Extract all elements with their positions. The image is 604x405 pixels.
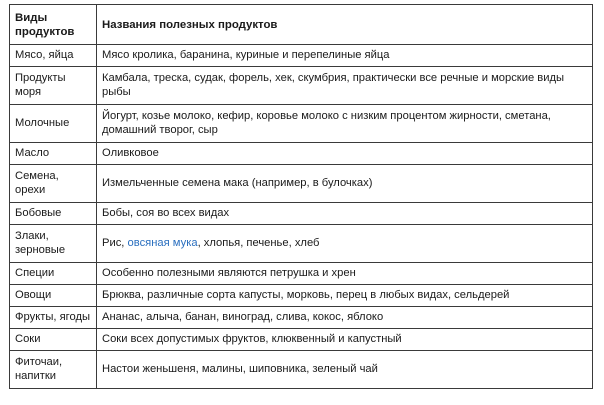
category-cell: Соки bbox=[10, 329, 97, 351]
products-text-before: Рис, bbox=[102, 236, 128, 249]
table-row bbox=[10, 225, 593, 263]
category-cell: Фрукты, ягоды bbox=[10, 307, 97, 329]
table-header-row bbox=[10, 5, 593, 45]
table-row bbox=[10, 285, 593, 307]
table-row bbox=[10, 329, 593, 351]
products-cell: Настои женьшеня, малины, шиповника, зеленый чай bbox=[97, 351, 593, 389]
healthy-foods-table bbox=[9, 4, 593, 389]
oat-flour-link[interactable]: овсяная мука bbox=[127, 236, 198, 249]
header-product-names: Названия полезных продуктов bbox=[97, 5, 593, 45]
table-row bbox=[10, 45, 593, 67]
table-row bbox=[10, 143, 593, 165]
products-cell: Брюква, различные сорта капусты, морковь, перец в любых видах, сельдерей bbox=[97, 285, 593, 307]
products-cell: Мясо кролика, баранина, куриные и перепелиные яйца bbox=[97, 45, 593, 67]
category-cell: Продукты моря bbox=[10, 67, 97, 105]
products-cell: Особенно полезными являются петрушка и хрен bbox=[97, 263, 593, 285]
products-cell bbox=[97, 225, 593, 263]
table-row bbox=[10, 307, 593, 329]
table-row bbox=[10, 351, 593, 389]
products-cell: Бобы, соя во всех видах bbox=[97, 203, 593, 225]
products-cell: Камбала, треска, судак, форель, хек, скумбрия, практически все речные и морские виды рыбы bbox=[97, 67, 593, 105]
products-cell: Соки всех допустимых фруктов, клюквенный и капустный bbox=[97, 329, 593, 351]
category-cell: Семена, орехи bbox=[10, 165, 97, 203]
table-row bbox=[10, 105, 593, 143]
category-cell: Бобовые bbox=[10, 203, 97, 225]
category-cell: Мясо, яйца bbox=[10, 45, 97, 67]
table-row bbox=[10, 165, 593, 203]
table-row bbox=[10, 67, 593, 105]
category-cell: Овощи bbox=[10, 285, 97, 307]
header-product-types: Виды продуктов bbox=[10, 5, 97, 45]
category-cell: Злаки, зерновые bbox=[10, 225, 97, 263]
category-cell: Масло bbox=[10, 143, 97, 165]
table-row bbox=[10, 263, 593, 285]
products-cell: Оливковое bbox=[97, 143, 593, 165]
category-cell: Специи bbox=[10, 263, 97, 285]
products-cell: Измельченные семена мака (например, в булочках) bbox=[97, 165, 593, 203]
products-cell: Ананас, алыча, банан, виноград, слива, кокос, яблоко bbox=[97, 307, 593, 329]
products-cell: Йогурт, козье молоко, кефир, коровье молоко с низким процентом жирности, сметана, домашний творог, сыр bbox=[97, 105, 593, 143]
food-table-container bbox=[9, 4, 592, 389]
category-cell: Фиточаи, напитки bbox=[10, 351, 97, 389]
table-row bbox=[10, 203, 593, 225]
category-cell: Молочные bbox=[10, 105, 97, 143]
products-text-after: , хлопья, печенье, хлеб bbox=[197, 236, 320, 249]
